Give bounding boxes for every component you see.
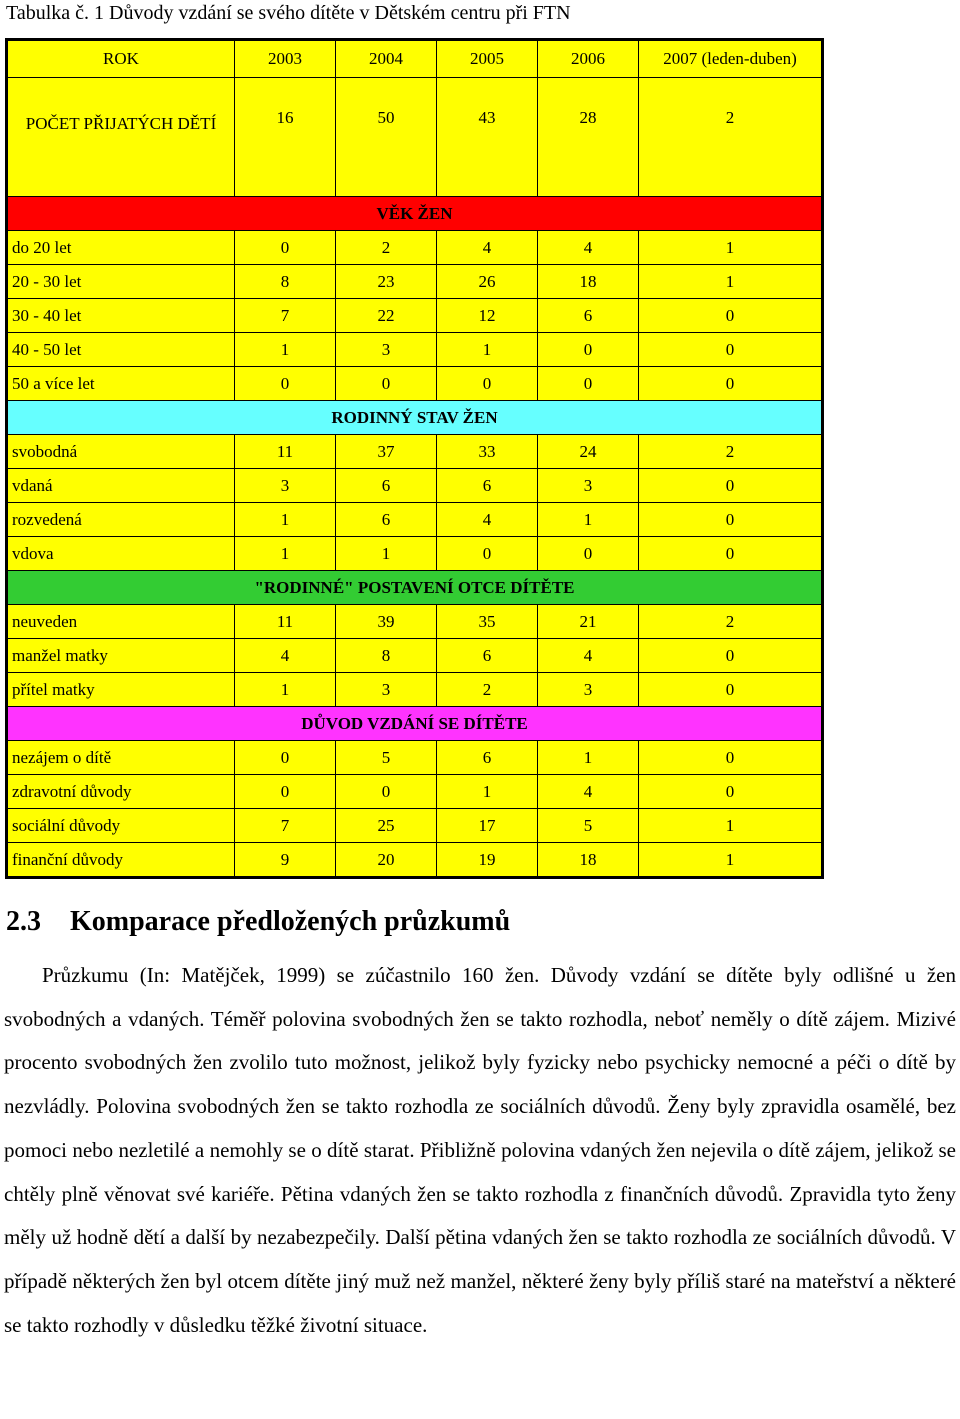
value-cell: 0 xyxy=(639,775,823,809)
count-cell: 50 xyxy=(336,78,437,197)
value-cell: 0 xyxy=(639,503,823,537)
value-cell: 22 xyxy=(336,299,437,333)
value-cell: 1 xyxy=(437,775,538,809)
value-cell: 2 xyxy=(437,673,538,707)
table-row xyxy=(7,503,823,537)
value-cell: 3 xyxy=(336,333,437,367)
table-row xyxy=(7,299,823,333)
section-header-row xyxy=(7,571,823,605)
value-cell: 0 xyxy=(336,367,437,401)
row-label: přítel matky xyxy=(7,673,235,707)
value-cell: 8 xyxy=(336,639,437,673)
value-cell: 6 xyxy=(336,503,437,537)
value-cell: 0 xyxy=(437,367,538,401)
value-cell: 1 xyxy=(538,741,639,775)
section-heading xyxy=(6,906,510,938)
value-cell: 2 xyxy=(336,231,437,265)
value-cell: 0 xyxy=(235,231,336,265)
value-cell: 4 xyxy=(538,775,639,809)
table-row xyxy=(7,639,823,673)
value-cell: 26 xyxy=(437,265,538,299)
table-row xyxy=(7,435,823,469)
year-cell: 2007 (leden-duben) xyxy=(639,40,823,78)
value-cell: 3 xyxy=(336,673,437,707)
value-cell: 6 xyxy=(538,299,639,333)
value-cell: 1 xyxy=(235,503,336,537)
value-cell: 17 xyxy=(437,809,538,843)
value-cell: 1 xyxy=(437,333,538,367)
count-cell: 43 xyxy=(437,78,538,197)
value-cell: 0 xyxy=(639,333,823,367)
body-paragraph: Průzkumu (In: Matějček, 1999) se zúčastnilo 160 žen. Důvody vzdání se dítěte byly odlišné u žen svobodných a vdaných. Téměř polovina svobodných žen se takto rozhodla, neboť neměly o dítě zájem. Mizivé procento svobodných žen zvolilo tuto možnost, jelikož byly fyzicky nebo psychicky nemocné a péči o dítě by nezvládly. Polovina svobodných žen se takto rozhodla ze sociálních důvodů. Ženy byly zpravidla osamělé, bez pomoci nebo nezletilé a nemohly se o dítě starat. Přibližně polovina vdaných žen nejevila o dítě zájem, jelikož se chtěly plně věnovat své kariéře. Pětina vdaných žen se takto rozhodla z finančních důvodů. Zpravidla tyto ženy měly už hodně dětí a další by nezabezpečily. Další pětina vdaných žen se takto rozhodla ze sociálních důvodů. V případě některých žen byl otcem dítěte jiný muž než manžel, některé ženy byly příliš staré na mateřství a některé se takto rozhodly v důsledku těžké životní situace. xyxy=(4,963,956,1337)
row-label: 50 a více let xyxy=(7,367,235,401)
table-caption: Tabulka č. 1 Důvody vzdání se svého dítěte v Dětském centru při FTN xyxy=(6,2,571,24)
row-label: vdova xyxy=(7,537,235,571)
section-title: "RODINNÉ" POSTAVENÍ OTCE DÍTĚTE xyxy=(7,571,823,605)
value-cell: 4 xyxy=(437,503,538,537)
table-row xyxy=(7,605,823,639)
value-cell: 0 xyxy=(639,367,823,401)
table-row xyxy=(7,809,823,843)
row-label: do 20 let xyxy=(7,231,235,265)
row-label: nezájem o dítě xyxy=(7,741,235,775)
value-cell: 24 xyxy=(538,435,639,469)
value-cell: 1 xyxy=(235,673,336,707)
value-cell: 5 xyxy=(538,809,639,843)
value-cell: 0 xyxy=(639,673,823,707)
section-header-row xyxy=(7,197,823,231)
table-row xyxy=(7,537,823,571)
data-table xyxy=(5,38,824,879)
value-cell: 7 xyxy=(235,299,336,333)
row-label: sociální důvody xyxy=(7,809,235,843)
row-label: finanční důvody xyxy=(7,843,235,878)
table-row xyxy=(7,367,823,401)
section-title: RODINNÝ STAV ŽEN xyxy=(7,401,823,435)
value-cell: 18 xyxy=(538,843,639,878)
value-cell: 2 xyxy=(639,605,823,639)
value-cell: 12 xyxy=(437,299,538,333)
value-cell: 0 xyxy=(639,741,823,775)
value-cell: 37 xyxy=(336,435,437,469)
value-cell: 8 xyxy=(235,265,336,299)
value-cell: 1 xyxy=(639,265,823,299)
value-cell: 3 xyxy=(538,673,639,707)
value-cell: 2 xyxy=(639,435,823,469)
value-cell: 0 xyxy=(437,537,538,571)
value-cell: 4 xyxy=(538,639,639,673)
header-row xyxy=(7,40,823,78)
row-label: 20 - 30 let xyxy=(7,265,235,299)
value-cell: 23 xyxy=(336,265,437,299)
year-cell: 2003 xyxy=(235,40,336,78)
row-label: vdaná xyxy=(7,469,235,503)
table-row xyxy=(7,265,823,299)
value-cell: 1 xyxy=(235,333,336,367)
table-row xyxy=(7,775,823,809)
section-title-text: Komparace předložených průzkumů xyxy=(70,906,511,937)
row-label: 40 - 50 let xyxy=(7,333,235,367)
year-cell: 2005 xyxy=(437,40,538,78)
value-cell: 18 xyxy=(538,265,639,299)
value-cell: 3 xyxy=(235,469,336,503)
value-cell: 39 xyxy=(336,605,437,639)
value-cell: 6 xyxy=(437,741,538,775)
section-title: VĚK ŽEN xyxy=(7,197,823,231)
section-title: DŮVOD VZDÁNÍ SE DÍTĚTE xyxy=(7,707,823,741)
year-cell: 2006 xyxy=(538,40,639,78)
value-cell: 0 xyxy=(235,775,336,809)
row-label: 30 - 40 let xyxy=(7,299,235,333)
row-label: manžel matky xyxy=(7,639,235,673)
value-cell: 0 xyxy=(639,537,823,571)
value-cell: 9 xyxy=(235,843,336,878)
value-cell: 0 xyxy=(235,367,336,401)
value-cell: 6 xyxy=(336,469,437,503)
value-cell: 4 xyxy=(235,639,336,673)
section-header-row xyxy=(7,401,823,435)
row-label: zdravotní důvody xyxy=(7,775,235,809)
section-number: 2.3 xyxy=(6,906,41,937)
value-cell: 19 xyxy=(437,843,538,878)
table-row xyxy=(7,469,823,503)
value-cell: 0 xyxy=(639,299,823,333)
value-cell: 4 xyxy=(538,231,639,265)
value-cell: 1 xyxy=(639,231,823,265)
value-cell: 7 xyxy=(235,809,336,843)
row-label: neuveden xyxy=(7,605,235,639)
value-cell: 1 xyxy=(235,537,336,571)
table-row xyxy=(7,673,823,707)
value-cell: 6 xyxy=(437,639,538,673)
value-cell: 1 xyxy=(336,537,437,571)
value-cell: 1 xyxy=(538,503,639,537)
value-cell: 11 xyxy=(235,435,336,469)
value-cell: 5 xyxy=(336,741,437,775)
value-cell: 25 xyxy=(336,809,437,843)
value-cell: 35 xyxy=(437,605,538,639)
row-label: rozvedená xyxy=(7,503,235,537)
row-label: svobodná xyxy=(7,435,235,469)
count-cell: 16 xyxy=(235,78,336,197)
value-cell: 3 xyxy=(538,469,639,503)
value-cell: 0 xyxy=(639,639,823,673)
value-cell: 1 xyxy=(639,809,823,843)
section-header-row xyxy=(7,707,823,741)
value-cell: 20 xyxy=(336,843,437,878)
value-cell: 4 xyxy=(437,231,538,265)
year-cell: 2004 xyxy=(336,40,437,78)
value-cell: 0 xyxy=(336,775,437,809)
count-label: POČET PŘIJATÝCH DĚTÍ xyxy=(7,78,235,197)
table-row xyxy=(7,231,823,265)
table-row xyxy=(7,333,823,367)
table-row xyxy=(7,843,823,878)
count-cell: 28 xyxy=(538,78,639,197)
value-cell: 11 xyxy=(235,605,336,639)
value-cell: 0 xyxy=(538,367,639,401)
data-table-body xyxy=(7,40,823,878)
value-cell: 6 xyxy=(437,469,538,503)
value-cell: 0 xyxy=(235,741,336,775)
value-cell: 21 xyxy=(538,605,639,639)
value-cell: 0 xyxy=(639,469,823,503)
table-row xyxy=(7,741,823,775)
value-cell: 1 xyxy=(639,843,823,878)
year-label: ROK xyxy=(7,40,235,78)
value-cell: 0 xyxy=(538,333,639,367)
count-cell: 2 xyxy=(639,78,823,197)
count-row xyxy=(7,78,823,197)
value-cell: 33 xyxy=(437,435,538,469)
value-cell: 0 xyxy=(538,537,639,571)
